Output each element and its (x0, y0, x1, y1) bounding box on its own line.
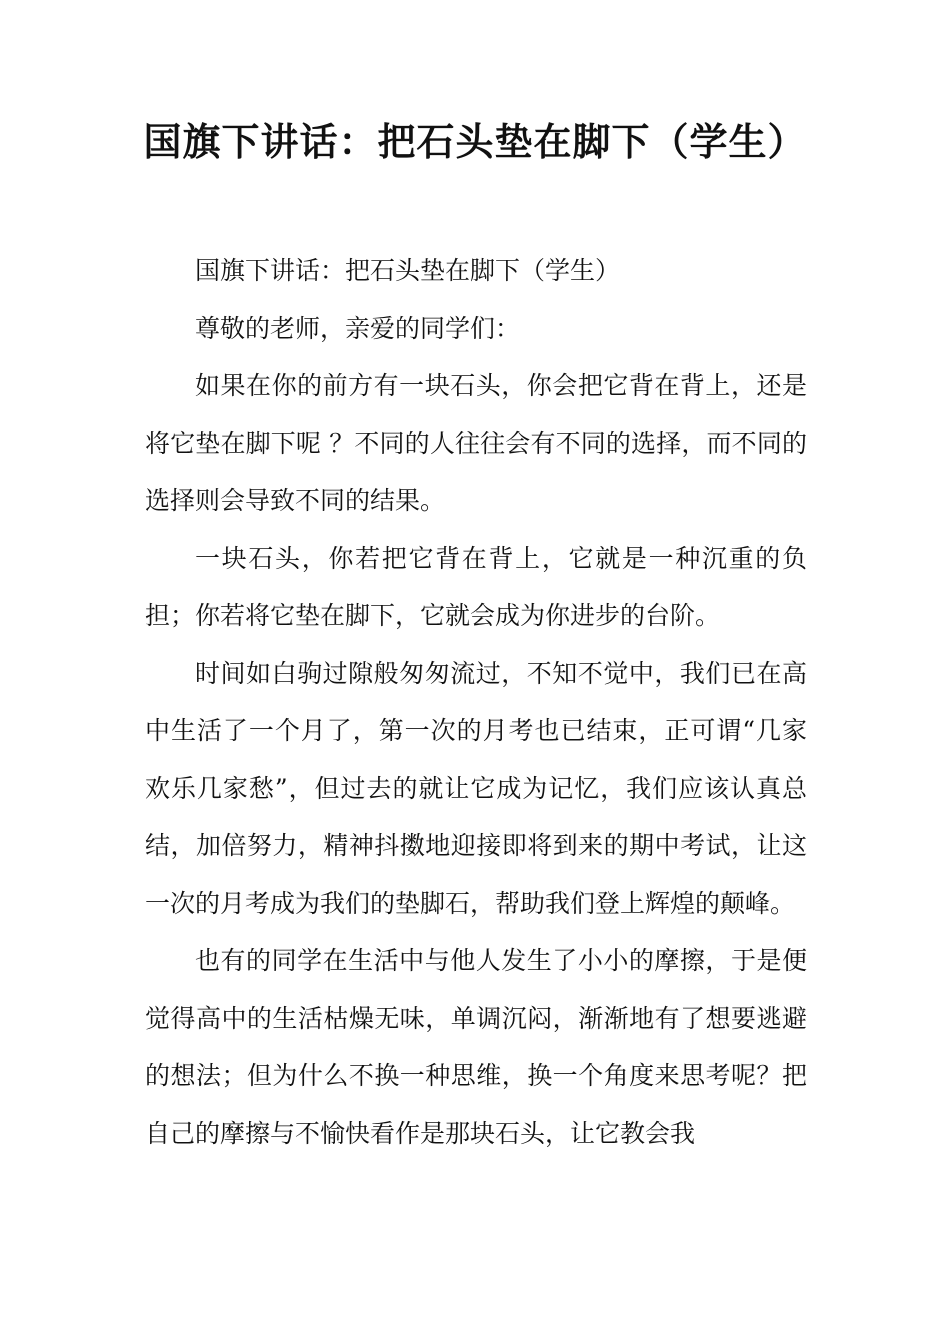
document-body (145, 242, 807, 1162)
body-paragraph: 如果在你的前方有一块石头，你会把它背在背上，还是将它垫在脚下呢 ？不同的人往往会有不同的选择，而不同的选择则会导致不同的结果。 (145, 371, 807, 515)
document-title: 国旗下讲话：把石头垫在脚下（学生） (143, 120, 807, 164)
body-paragraph: 一块石头，你若把它背在背上，它就是一种沉重的负担；你若将它垫在脚下，它就会成为你进步的台阶。 (145, 543, 807, 630)
body-paragraph: 也有的同学在生活中与他人发生了小小的摩擦，于是便觉得高中的生活枯燥无味，单调沉闷，渐渐地有了想要逃避的想法；但为什么不换一种思维，换一个角度来思考呢？把自己的摩擦与不愉快看作是那块石头，让它教会我 (145, 946, 807, 1148)
salutation-paragraph: 尊敬的老师，亲爱的同学们： (195, 313, 521, 343)
body-paragraph: 时间如白驹过隙般匆匆流过，不知不觉中，我们已在高中生活了一个月了，第一次的月考也已结束，正可谓“几家欢乐几家愁”，但过去的就让它成为记忆，我们应该认真总结，加倍努力，精神抖擞地迎接即将到来的期中考试，让这一次的月考成为我们的垫脚石，帮助我们登上辉煌的颠峰。 (145, 658, 807, 918)
subtitle-paragraph: 国旗下讲话：把石头垫在脚下（学生） (195, 256, 621, 285)
